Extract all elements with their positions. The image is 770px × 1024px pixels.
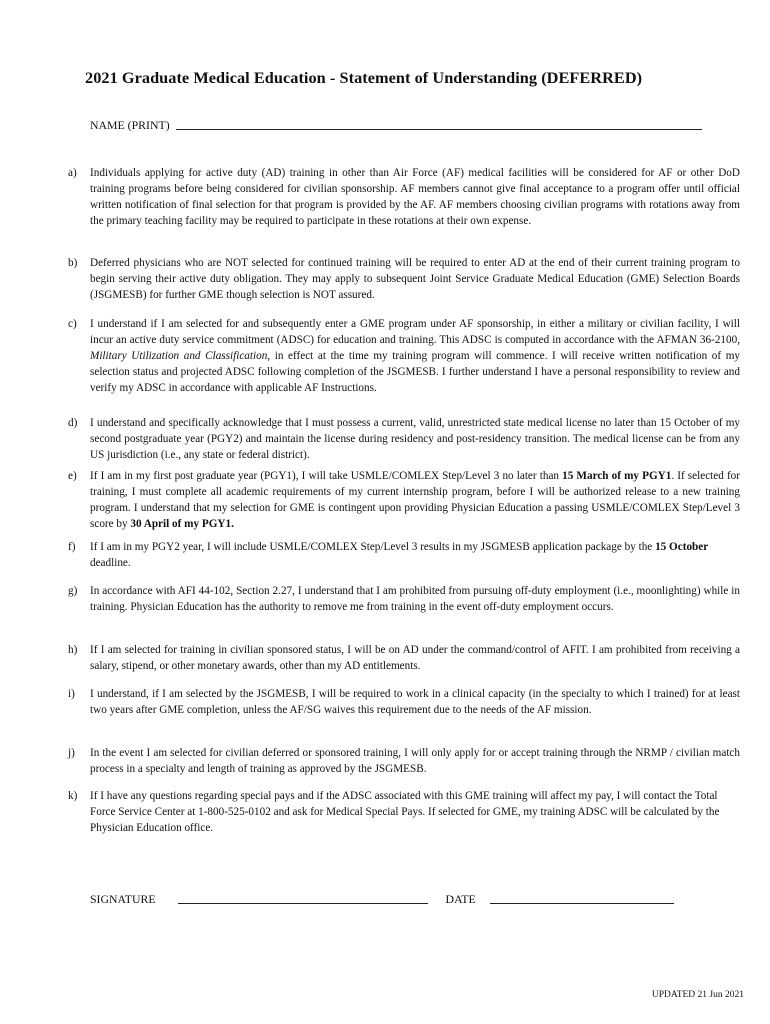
name-field (90, 118, 702, 133)
statement-marker: e) (68, 470, 77, 482)
document-title: 2021 Graduate Medical Education - Statement of Understanding (DEFERRED) (85, 68, 643, 87)
statement-marker: a) (68, 167, 77, 179)
name-label: NAME (PRINT) (90, 118, 170, 132)
statement-text (90, 746, 740, 778)
statement-text-run: 15 October (655, 541, 709, 553)
statement-text-run: In accordance with AFI 44-102, Section 2.27, I understand that I am prohibited from pursuing off-duty employment (i.e., moonlighting) while in training. Physician Education has the authority to remove me from training in the event off-duty employment occurs. (90, 585, 740, 613)
statement-text (90, 256, 740, 304)
statement-text-run: , in effect at the time my training program will commence. I will receive written notification of my selection status and projected ADSC following completion of the JSGMESB. I further understand I have a personal responsibility to review and verify my ADSC in accordance with applicable AF Instructions. (90, 349, 740, 394)
statement-marker: f) (68, 541, 76, 553)
statement-text-run: I understand and specifically acknowledge that I must possess a current, valid, unrestricted state medical license no later than 15 October of my second postgraduate year (PGY2) and maintain the license during residency and post-residency transition. The medical license can be from any US jurisdiction (i.e., any state or federal district). (90, 417, 740, 461)
statement-text-run: If I am in my first post graduate year (PGY1), I will take USMLE/COMLEX Step/Level 3 no later than (90, 470, 563, 482)
signature-line[interactable] (178, 893, 428, 904)
name-input-line[interactable] (176, 119, 702, 130)
date-line[interactable] (490, 893, 674, 904)
statement-text (90, 317, 740, 397)
signature-label: SIGNATURE (90, 892, 156, 906)
statement-marker: k) (68, 790, 78, 802)
statement-text (90, 416, 740, 464)
statement-text-run: 15 March of my PGY1 (562, 470, 672, 482)
statement-marker: g) (68, 585, 78, 597)
statement-text-run: In the event I am selected for civilian deferred or sponsored training, I will only apply for or accept training through the NRMP / civilian match process in a specialty and length of training as approved by the JSGMESB. (90, 747, 740, 775)
statement-text-run: If I have any questions regarding special pays and if the ADSC associated with this GME training will affect my pay, I will contact the Total Force Service Center at 1-800-525-0102 and ask for Medical Special Pays. If selected for GME, my training ADSC will be calculated by the Physician Education office. (90, 790, 720, 834)
date-label: DATE (445, 892, 476, 906)
statement-text (90, 789, 740, 837)
updated-date: UPDATED 21 Jun 2021 (651, 990, 744, 1000)
statement-text (90, 540, 740, 572)
statement-text (90, 166, 740, 230)
statement-text (90, 643, 740, 675)
statement-text-run: Deferred physicians who are NOT selected for continued training will be required to enter AD at the end of their current training program to begin serving their active duty obligation. They may apply to subsequent Joint Service Graduate Medical Education (GME) Selection Boards (JSGMESB) for further GME though selection is NOT assured. (90, 257, 740, 301)
statement-text-run: deadline. (90, 556, 131, 569)
statement-marker: b) (68, 257, 78, 269)
statement-text-run: I understand, if I am selected by the JSGMESB, I will be required to work in a clinical capacity (in the specialty to which I trained) for at least two years after GME completion, unless the AF/SG waives this requirement due to the needs of the AF mission. (90, 688, 740, 716)
statement-text-run: Military Utilization and Classification (90, 349, 268, 362)
statement-text-run: I understand if I am selected for and subsequently enter a GME program under AF sponsorship, in either a military or civilian facility, I will incur an active duty service commitment (ADSC) for education and training. This ADSC is computed in accordance with the AFMAN 36-2100, (90, 318, 740, 346)
statement-text (90, 584, 740, 616)
statement-marker: d) (68, 417, 78, 429)
statement-text-run: 30 April of my PGY1. (130, 517, 234, 530)
statement-text-run: Individuals applying for active duty (AD) training in other than Air Force (AF) medical facilities will be considered for AF or other DoD training programs before being considered for civilian sponsorship. AF members cannot give final acceptance to a program offer until official written notification of final selection for that program is provided by the AF. AF members choosing civilian programs with rotations away from the primary teaching facility may be required to participate in these rotations at their own expense. (90, 167, 740, 227)
statement-text (90, 469, 740, 533)
statement-text (90, 687, 740, 719)
statement-text-run: If I am selected for training in civilian sponsored status, I will be on AD under the command/control of AFIT. I am prohibited from receiving a salary, stipend, or other monetary awards, other than my AD entitlements. (90, 644, 740, 672)
statement-marker: c) (68, 318, 77, 330)
statement-text-run: If I am in my PGY2 year, I will include USMLE/COMLEX Step/Level 3 results in my JSGMESB application package by the (90, 541, 656, 553)
statement-marker: h) (68, 644, 78, 656)
statement-text-run: . If selected for training, I must complete all academic requirements of my current internship program, before I will be authorized release to a new training program. I understand that my selection for GME is contingent upon providing Physician Education a passing USMLE/COMLEX Step/Level 3 score by (90, 470, 740, 530)
signature-row (90, 892, 674, 907)
statement-marker: j) (68, 747, 75, 759)
statement-marker: i) (68, 688, 75, 700)
